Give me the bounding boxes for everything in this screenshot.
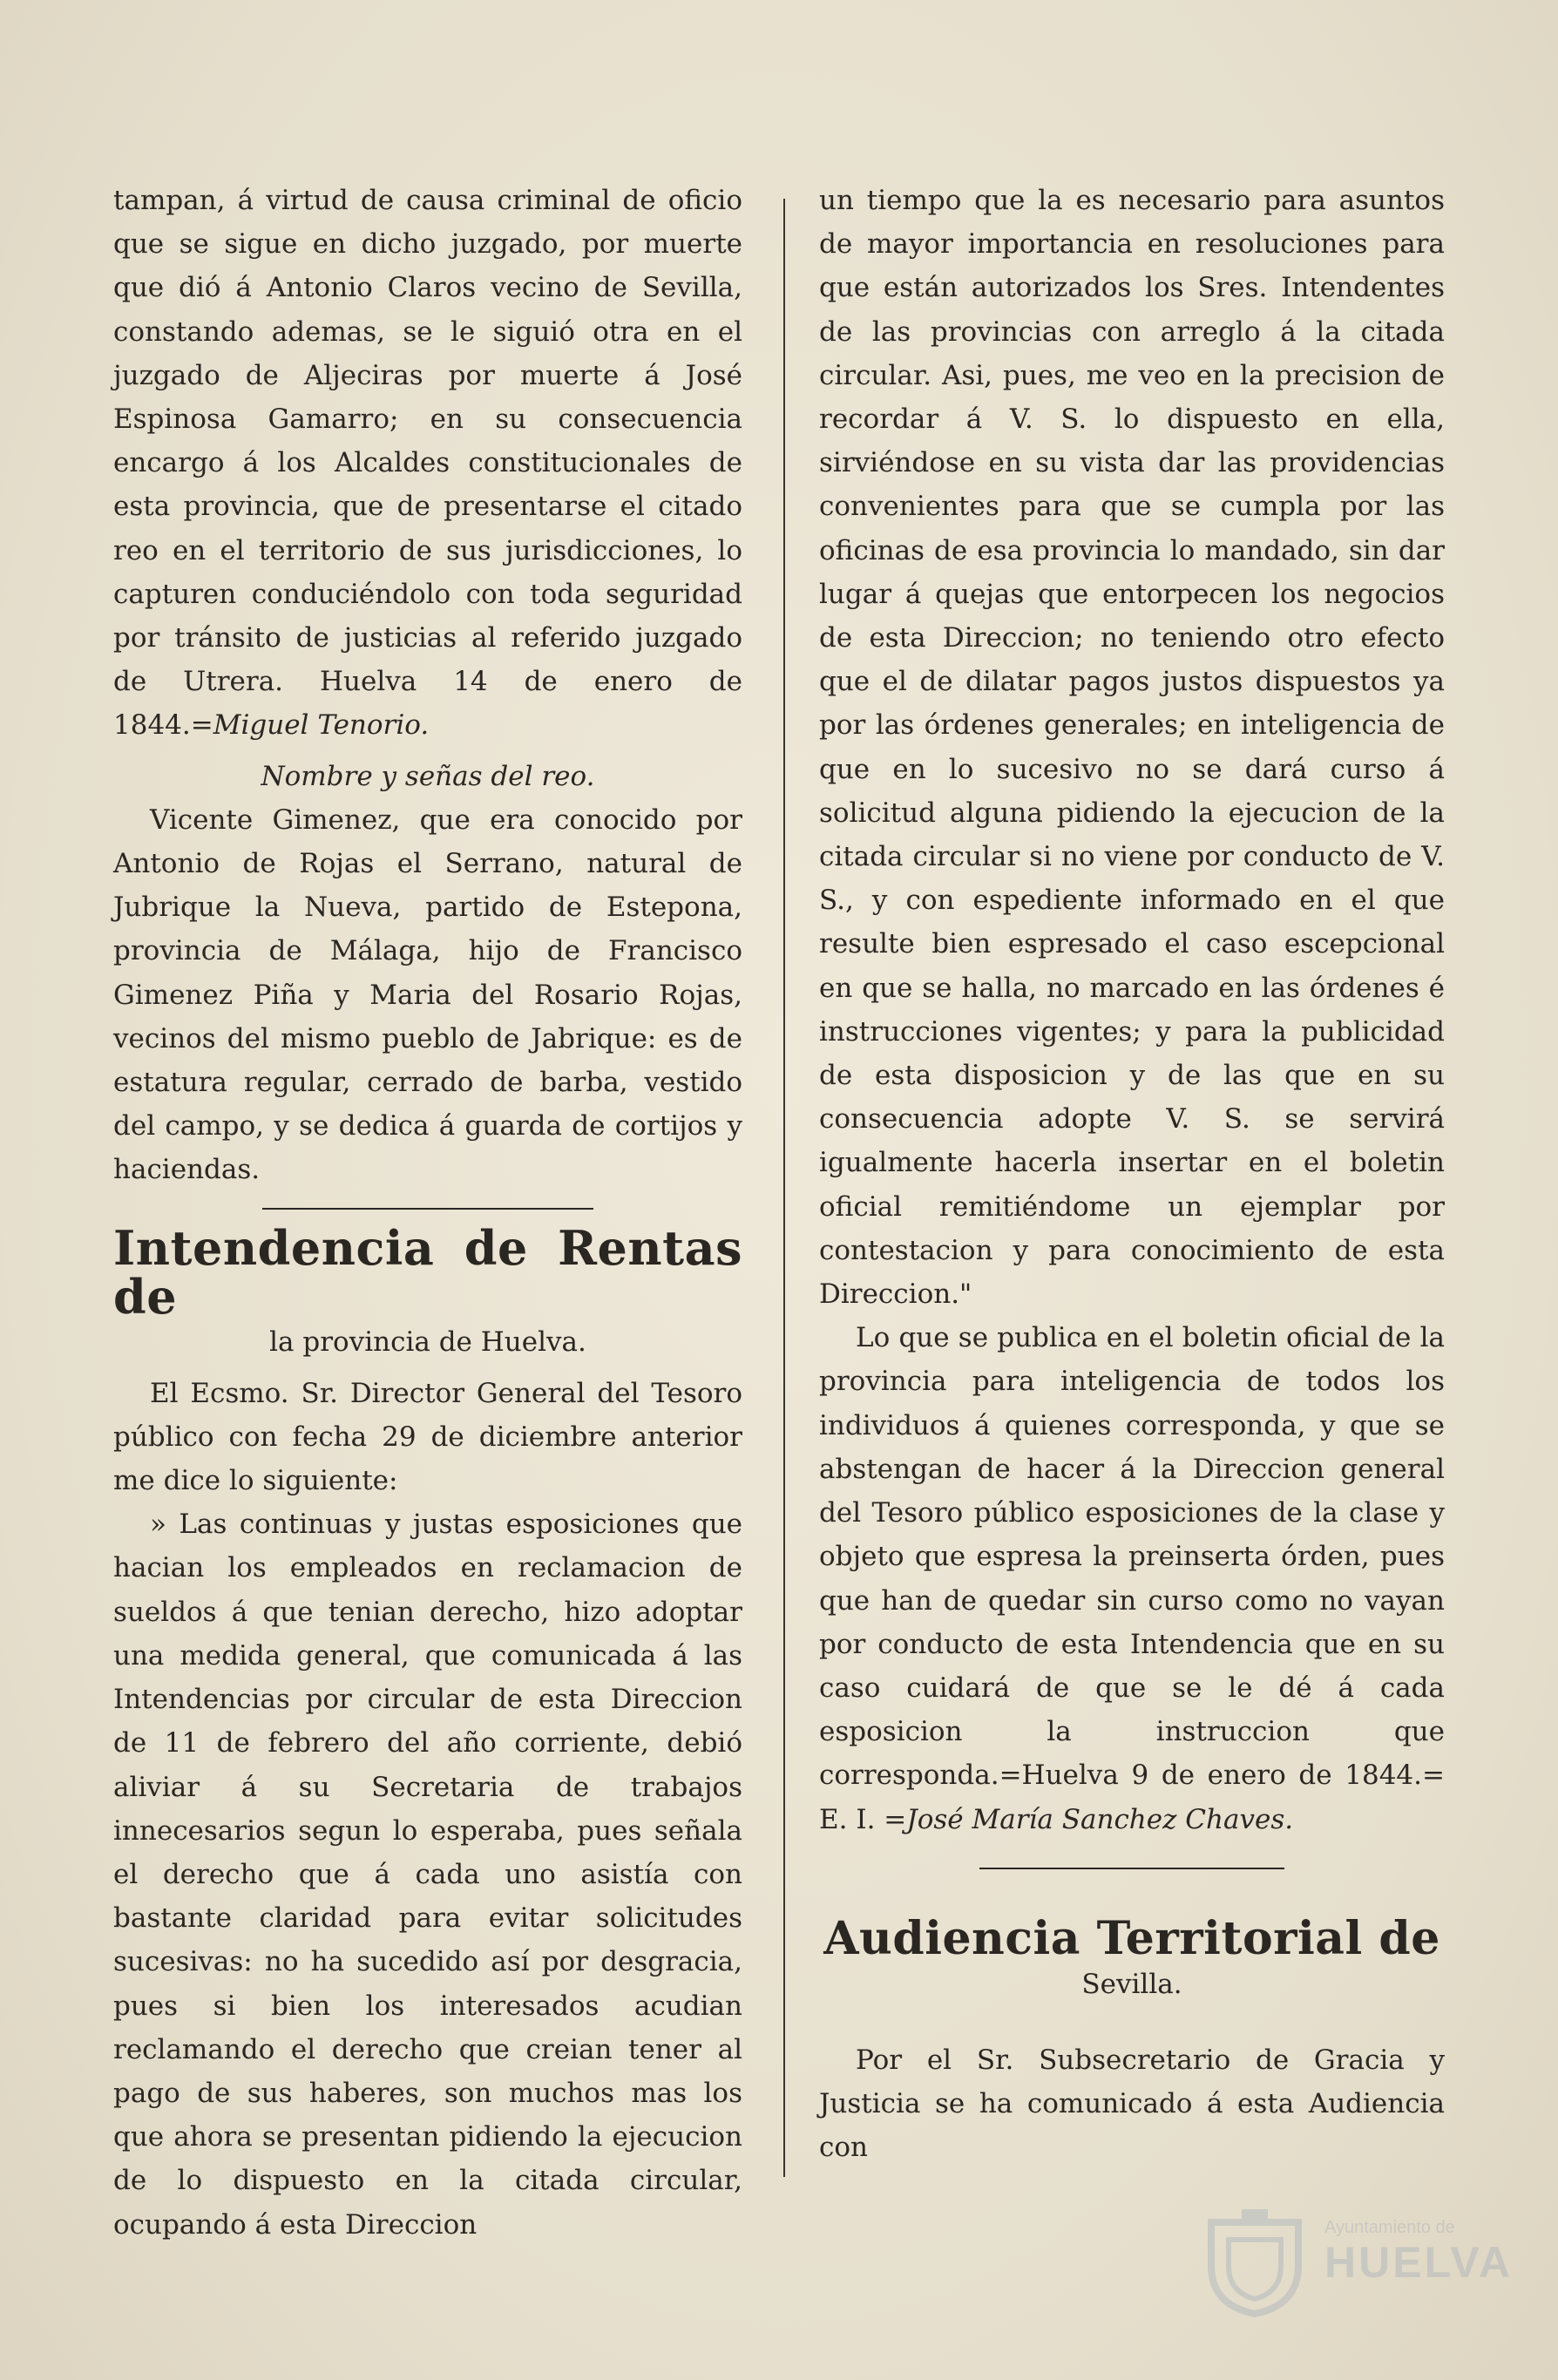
bleed-through-text <box>87 78 1446 113</box>
section-heading: Audiencia Territorial de <box>823 1911 1440 1965</box>
section-heading-sub: Sevilla. <box>1081 1968 1182 2000</box>
paragraph <box>113 179 742 748</box>
paragraph: El Ecsmo. Sr. Director General del Tesoro público con fecha 29 de diciembre anterior me dice lo siguiente: <box>113 1377 742 1497</box>
signature: José María Sanchez Chaves. <box>906 1803 1294 1835</box>
watermark-line1: Ayuntamiento de <box>1324 2218 1455 2237</box>
section-subheading: Nombre y señas del reo. <box>261 760 595 792</box>
paragraph-text: Lo que se publica en el boletin oficial de la provincia para inteligencia de todos los individuos á quienes corresponda, y que se abstengan de hacer á la Direccion general del Tesoro público esposiciones de la clase y objeto que espresa la preinserta órden, pues que han de quedar sin curso como no vayan por conducto de esta Intendencia que en su caso cuidará de que se le dé á cada esposicion la instruccion que corresponda.=Huelva 9 de enero de 1844.= E. I. = <box>819 1322 1445 1835</box>
column-rule <box>783 199 785 2177</box>
section-heading-sub: la provincia de Huelva. <box>269 1326 586 1358</box>
paragraph: un tiempo que la es necesario para asuntos de mayor importancia en resoluciones para que están autorizados los Sres. Intendentes de las provincias con arreglo á la citada circular. Asi, pues, me veo en la precision de recordar á V. S. lo dispuesto en ella, sirviéndose en su vista dar las providencias convenientes para que se cumpla por las oficinas de esa provincia lo mandado, sin dar lugar á quejas que entorpecen los negocios de esta Direccion; no teniendo otro efecto que el de dilatar pagos justos dispuestos ya por las órdenes generales; en inteligencia de que en lo sucesivo no se dará curso á solicitud alguna pidiendo la ejecucion de la citada circular si no viene por conducto de V. S., y con espediente informado en el que resulte bien espresado el caso escepcional en que se halla, no marcado en las órdenes é instrucciones vigentes; y para la publicidad de esta disposicion y de las que en su consecuencia adopte V. S. se servirá igualmente hacerla insertar en el boletin oficial remitiéndome un ejemplar por contestacion y para conocimiento de esta Direccion." <box>819 185 1445 1311</box>
signature: Miguel Tenorio. <box>213 709 430 742</box>
paragraph: Por el Sr. Subsecretario de Gracia y Justicia se ha comunicado á esta Audiencia con <box>819 2044 1445 2164</box>
paragraph-text: tampan, á virtud de causa criminal de oficio que se sigue en dicho juzgado, por muerte que dió á Antonio Claros vecino de Sevilla, constando ademas, se le siguió otra en el juzgado de Aljeciras por muerte á José Espinosa Gamarro; en su consecuencia encargo á los Alcaldes constitucionales de esta provincia, que de presentarse el citado reo en el territorio de sus jurisdicciones, lo capturen conduciéndolo con toda seguridad por tránsito de justicias al referido juzgado de Utrera. Huelva 14 de enero de 1844.= <box>113 185 742 742</box>
section-heading: Intendencia de Rentas de <box>113 1219 742 1325</box>
watermark-line2: HUELVA <box>1324 2238 1514 2287</box>
left-column <box>113 179 742 2247</box>
paragraph: Vicente Gimenez, que era conocido por Antonio de Rojas el Serrano, natural de Jubrique la Nueva, partido de Estepona, provincia de Málaga, hijo de Francisco Gimenez Piña y Maria del Rosario Rojas, vecinos del mismo pueblo de Jabrique: es de estatura regular, cerrado de barba, vestido del campo, y se dedica á guarda de cortijos y haciendas. <box>113 804 742 1186</box>
divider <box>262 1208 593 1210</box>
paragraph <box>819 1316 1445 1841</box>
right-column <box>819 179 1445 2169</box>
watermark-logo <box>1194 2205 1525 2318</box>
watermark-text <box>1324 2217 1513 2287</box>
paragraph: » Las continuas y justas esposiciones que hacian los empleados en reclamacion de sueldos á que tenian derecho, hizo adoptar una medida general, que comunicada á las Intendencias por circular de esta Direccion de 11 de febrero del año corriente, debió aliviar á su Secretaria de trabajos innecesarios segun lo esperaba, pues señala el derecho que á cada uno asistía con bastante claridad para evitar solicitudes sucesivas: no ha sucedido así por desgracia, pues si bien los interesados acudian reclamando el derecho que creian tener al pago de sus haberes, son muchos mas los que ahora se presentan pidiendo la ejecucion de lo dispuesto en la citada circular, ocupando á esta Direccion <box>113 1509 742 2241</box>
divider <box>979 1868 1284 1869</box>
coat-of-arms-icon <box>1194 2205 1316 2318</box>
